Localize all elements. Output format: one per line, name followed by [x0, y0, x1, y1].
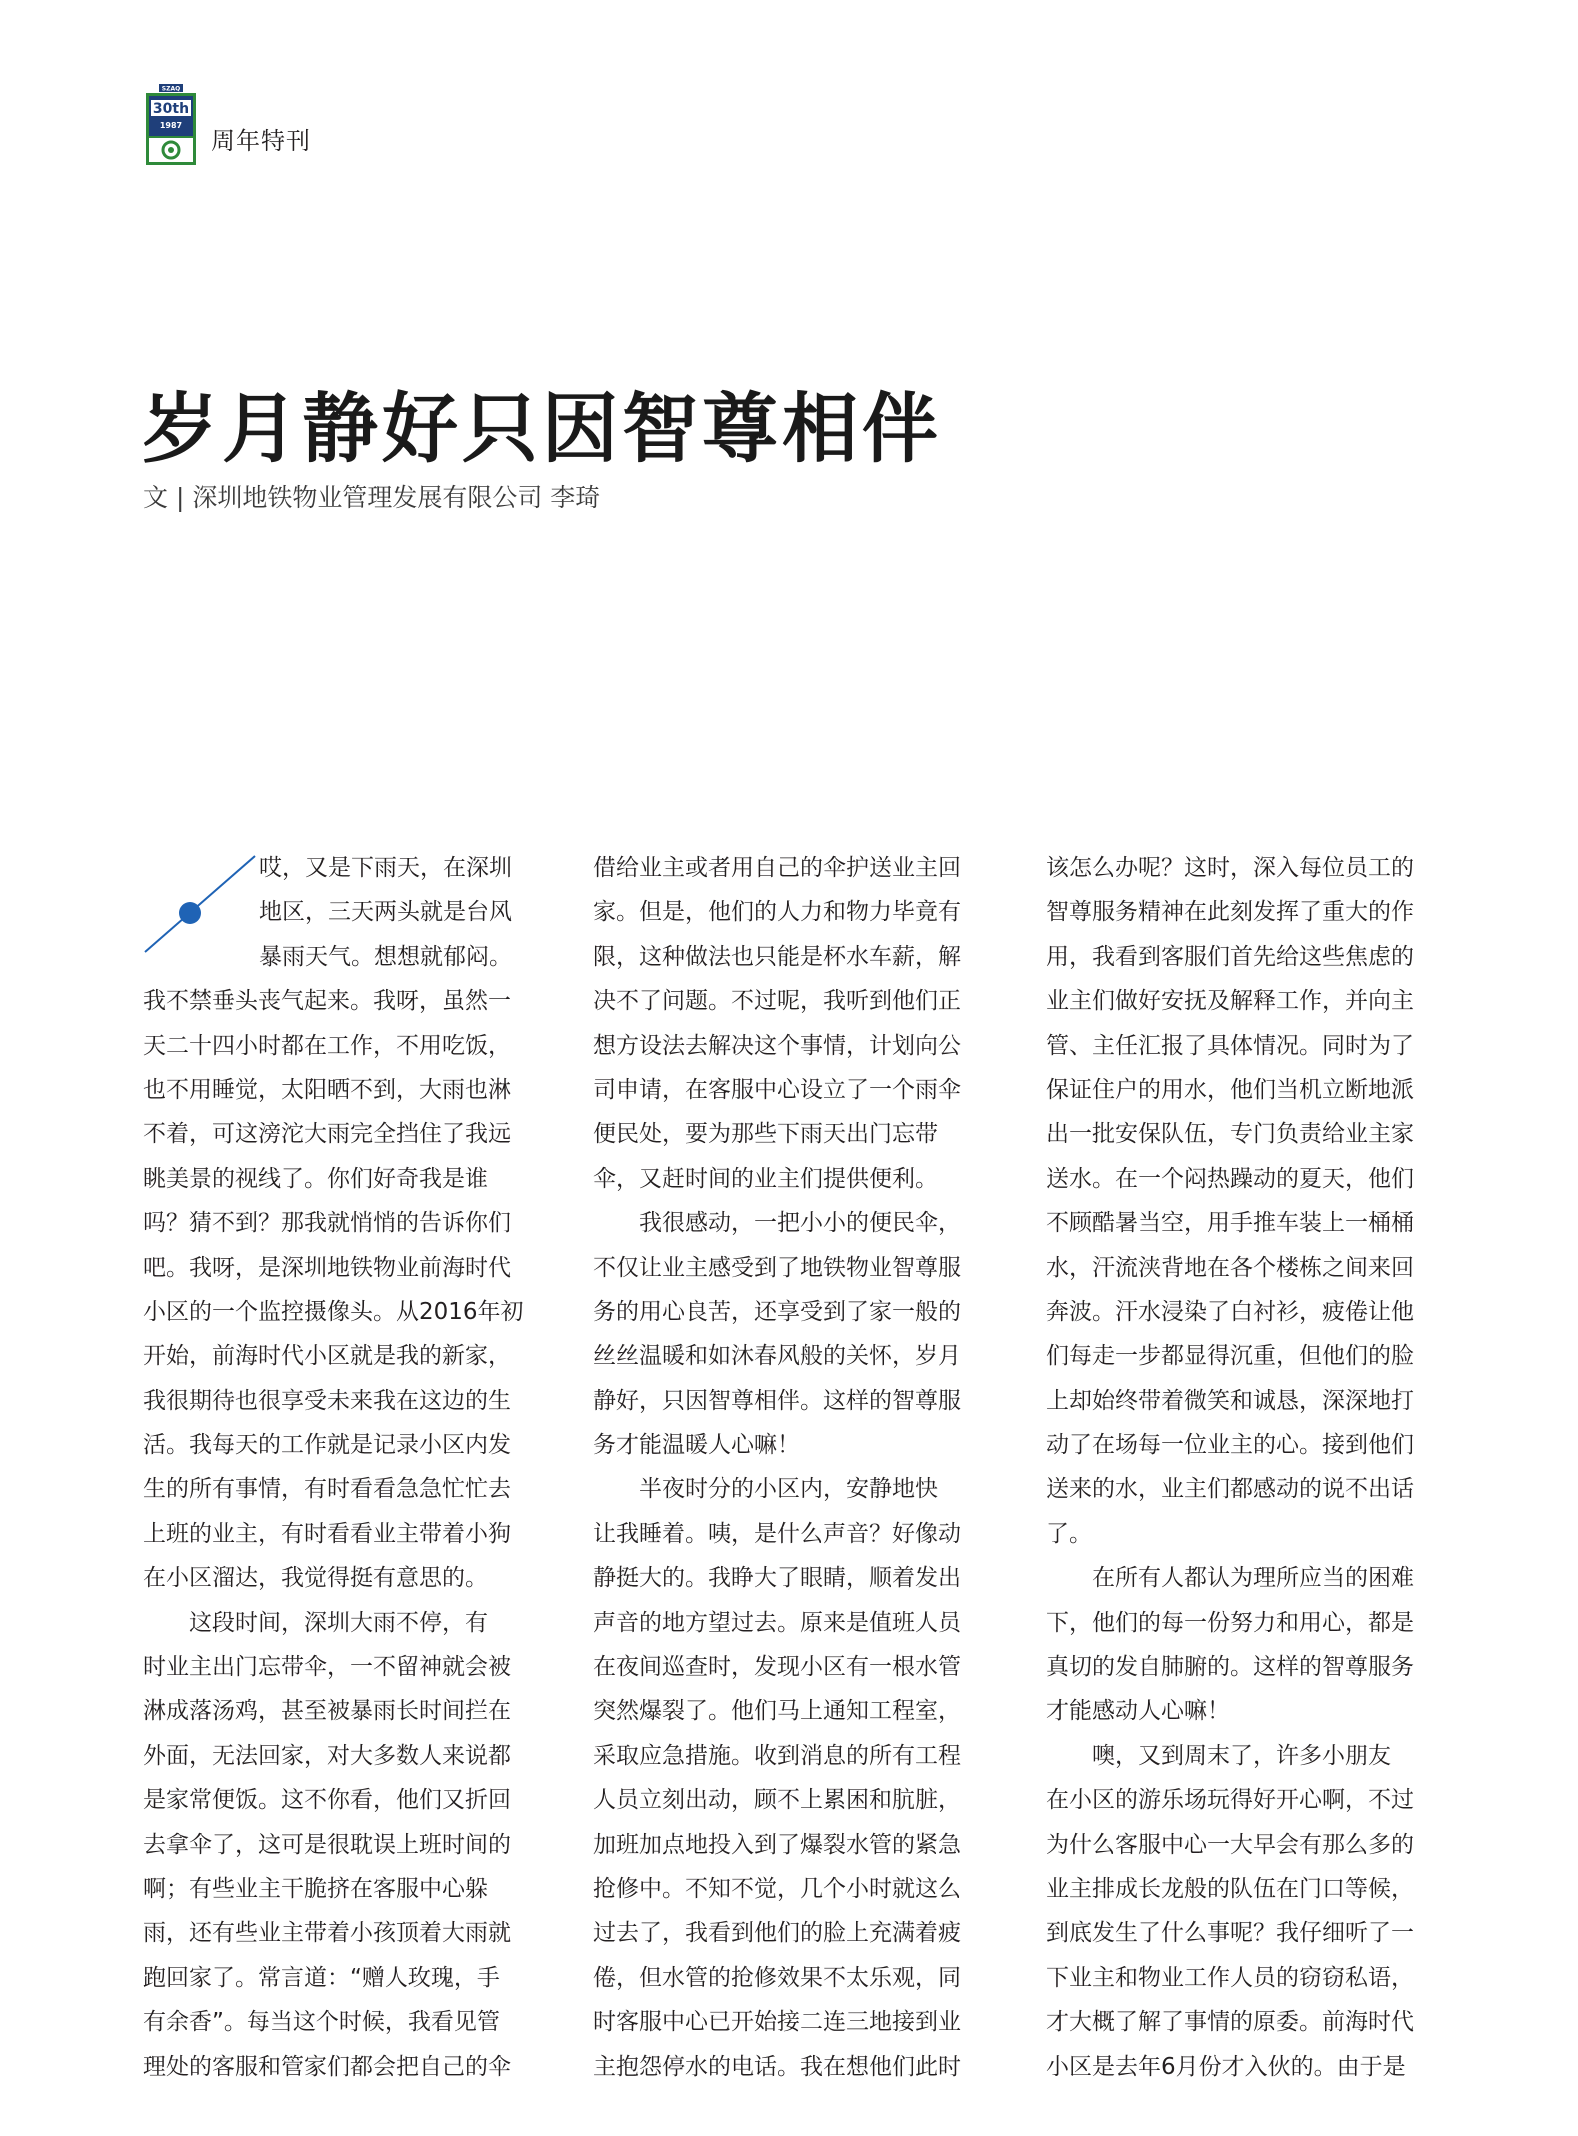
text-line: 这段时间，深圳大雨不停，有	[143, 1609, 488, 1636]
text-line: 为什么客服中心一大早会有那么多的	[1046, 1831, 1414, 1858]
text-line: 我很期待也很享受未来我在这边的生	[143, 1387, 511, 1414]
text-line: 真切的发自肺腑的。这样的智尊服务	[1046, 1654, 1414, 1681]
article-column-2	[593, 846, 997, 2089]
text-line: 动了在场每一位业主的心。接到他们	[1046, 1432, 1414, 1459]
text-line: 哎，又是下雨天，在深圳	[259, 855, 512, 881]
text-line: 决不了问题。不过呢，我听到他们正	[593, 988, 961, 1015]
text-line: 用，我看到客服们首先给这些焦虑的	[1046, 943, 1414, 970]
text-line: 伞，又赶时间的业主们提供便利。	[593, 1165, 938, 1192]
text-line: 采取应急措施。收到消息的所有工程	[593, 1742, 961, 1769]
text-line: 在所有人都认为理所应当的困难	[1046, 1565, 1414, 1592]
text-line: 该怎么办呢？这时，深入每位员工的	[1046, 855, 1414, 881]
text-line: 天二十四小时都在工作，不用吃饭，	[143, 1032, 511, 1059]
text-line: 开始，前海时代小区就是我的新家，	[143, 1343, 511, 1370]
text-line: 眺美景的视线了。你们好奇我是谁	[143, 1165, 488, 1192]
article-byline: 文 | 深圳地铁物业管理发展有限公司 李琦	[143, 483, 601, 512]
anniversary-badge-icon	[145, 84, 197, 166]
text-line: 小区是去年6月份才入伙的。由于是	[1046, 2053, 1406, 2080]
text-line: 我不禁垂头丧气起来。我呀，虽然一	[143, 988, 511, 1015]
text-line: 淋成落汤鸡，甚至被暴雨长时间拦在	[143, 1698, 511, 1725]
text-line: 吗？猜不到？那我就悄悄的告诉你们	[143, 1210, 511, 1237]
text-line: 业主排成长龙般的队伍在门口等候，	[1046, 1875, 1414, 1902]
text-line: 丝丝温暖和如沐春风般的关怀，岁月	[593, 1343, 961, 1370]
text-line: 是家常便饭。这不你看，他们又折回	[143, 1787, 511, 1814]
svg-text:30th: 30th	[152, 101, 190, 117]
text-line: 限，这种做法也只能是杯水车薪，解	[593, 943, 961, 970]
text-line: 跑回家了。常言道：“赠人玫瑰，手	[143, 1964, 500, 1991]
text-line: 暴雨天气。想想就郁闷。	[259, 943, 512, 970]
text-line: 生的所有事情，有时看看急急忙忙去	[143, 1476, 511, 1503]
text-line: 务才能温暖人心嘛！	[593, 1432, 800, 1459]
text-line: 啊；有些业主干脆挤在客服中心躲	[143, 1875, 488, 1902]
text-line: 人员立刻出动，顾不上累困和肮脏，	[593, 1787, 961, 1814]
article-title: 岁月静好只因智尊相伴	[142, 384, 942, 473]
text-line: 业主们做好安抚及解释工作，并向主	[1046, 988, 1414, 1015]
text-line: 理处的客服和管家们都会把自己的伞	[143, 2053, 511, 2080]
text-line: 智尊服务精神在此刻发挥了重大的作	[1046, 899, 1414, 926]
text-line: 才大概了解了事情的原委。前海时代	[1046, 2009, 1414, 2036]
text-line: 突然爆裂了。他们马上通知工程室，	[593, 1698, 961, 1725]
text-line: 管、主任汇报了具体情况。同时为了	[1046, 1032, 1414, 1059]
text-line: 在夜间巡查时，发现小区有一根水管	[593, 1654, 961, 1681]
text-line: 司申请，在客服中心设立了一个雨伞	[593, 1076, 961, 1103]
text-line: 想方设法去解决这个事情，计划向公	[593, 1032, 961, 1059]
text-line: 家。但是，他们的人力和物力毕竟有	[593, 899, 961, 926]
text-line: 静好，只因智尊相伴。这样的智尊服	[593, 1387, 961, 1414]
text-line: 保证住户的用水，他们当机立断地派	[1046, 1076, 1414, 1103]
text-line: 抢修中。不知不觉，几个小时就这么	[593, 1875, 961, 1902]
text-line: 过去了，我看到他们的脸上充满着疲	[593, 1920, 961, 1947]
text-line: 时客服中心已开始接二连三地接到业	[593, 2009, 961, 2036]
text-line: 半夜时分的小区内，安静地快	[593, 1476, 938, 1503]
text-line: 噢，又到周末了，许多小朋友	[1046, 1742, 1391, 1769]
text-line: 了。	[1046, 1520, 1092, 1547]
text-line: 到底发生了什么事呢？我仔细听了一	[1046, 1920, 1414, 1947]
section-label: 周年特刊	[211, 127, 311, 155]
text-line: 地区，三天两头就是台风	[259, 899, 512, 926]
text-line: 去拿伞了，这可是很耽误上班时间的	[143, 1831, 511, 1858]
text-line: 外面，无法回家，对大多数人来说都	[143, 1742, 511, 1769]
text-line: 便民处，要为那些下雨天出门忘带	[593, 1121, 938, 1148]
text-line: 送来的水，业主们都感动的说不出话	[1046, 1476, 1414, 1503]
text-line: 让我睡着。咦，是什么声音？好像动	[593, 1520, 961, 1547]
text-line: 有余香”。每当这个时候，我看见管	[143, 2009, 500, 2036]
anniversary-logo	[145, 84, 197, 166]
text-line: 也不用睡觉，太阳晒不到，大雨也淋	[143, 1076, 511, 1103]
text-line: 在小区溜达，我觉得挺有意思的。	[143, 1565, 488, 1592]
text-line: 上却始终带着微笑和诚恳，深深地打	[1046, 1387, 1414, 1414]
text-line: 不着，可这滂沱大雨完全挡住了我远	[143, 1121, 511, 1148]
text-line: 在小区的游乐场玩得好开心啊，不过	[1046, 1787, 1414, 1814]
text-line: 送水。在一个闷热躁动的夏天，他们	[1046, 1165, 1414, 1192]
text-line: 们每走一步都显得沉重，但他们的脸	[1046, 1343, 1414, 1370]
text-line: 奔波。汗水浸染了白衬衫，疲倦让他	[1046, 1298, 1414, 1325]
text-line: 小区的一个监控摄像头。从2016年初	[143, 1298, 524, 1325]
svg-text:SZAQ: SZAQ	[161, 85, 181, 93]
text-line: 声音的地方望过去。原来是值班人员	[593, 1609, 961, 1636]
text-line: 上班的业主，有时看看业主带着小狗	[143, 1520, 511, 1547]
text-line: 不顾酷暑当空，用手推车装上一桶桶	[1046, 1210, 1414, 1237]
text-line: 借给业主或者用自己的伞护送业主回	[593, 855, 961, 881]
text-line: 雨，还有些业主带着小孩顶着大雨就	[143, 1920, 511, 1947]
svg-text:1987: 1987	[159, 121, 183, 130]
text-line: 务的用心良苦，还享受到了家一般的	[593, 1298, 961, 1325]
text-line: 才能感动人心嘛！	[1046, 1698, 1230, 1725]
text-line: 静挺大的。我睁大了眼睛，顺着发出	[593, 1565, 961, 1592]
text-line: 下业主和物业工作人员的窃窃私语，	[1046, 1964, 1414, 1991]
text-line: 我很感动，一把小小的便民伞，	[593, 1210, 961, 1237]
text-line: 活。我每天的工作就是记录小区内发	[143, 1432, 511, 1459]
article-column-1	[143, 846, 547, 2089]
text-line: 时业主出门忘带伞，一不留神就会被	[143, 1654, 511, 1681]
text-line: 水，汗流浃背地在各个楼栋之间来回	[1046, 1254, 1414, 1281]
text-line: 下，他们的每一份努力和用心，都是	[1046, 1609, 1414, 1636]
text-line: 不仅让业主感受到了地铁物业智尊服	[593, 1254, 961, 1281]
text-line: 加班加点地投入到了爆裂水管的紧急	[593, 1831, 961, 1858]
text-line: 吧。我呀，是深圳地铁物业前海时代	[143, 1254, 511, 1281]
text-line: 出一批安保队伍，专门负责给业主家	[1046, 1121, 1414, 1148]
text-line: 倦，但水管的抢修效果不太乐观，同	[593, 1964, 961, 1991]
page-header	[145, 84, 311, 166]
article-column-3	[1046, 846, 1450, 2089]
text-line: 主抱怨停水的电话。我在想他们此时	[593, 2053, 961, 2080]
